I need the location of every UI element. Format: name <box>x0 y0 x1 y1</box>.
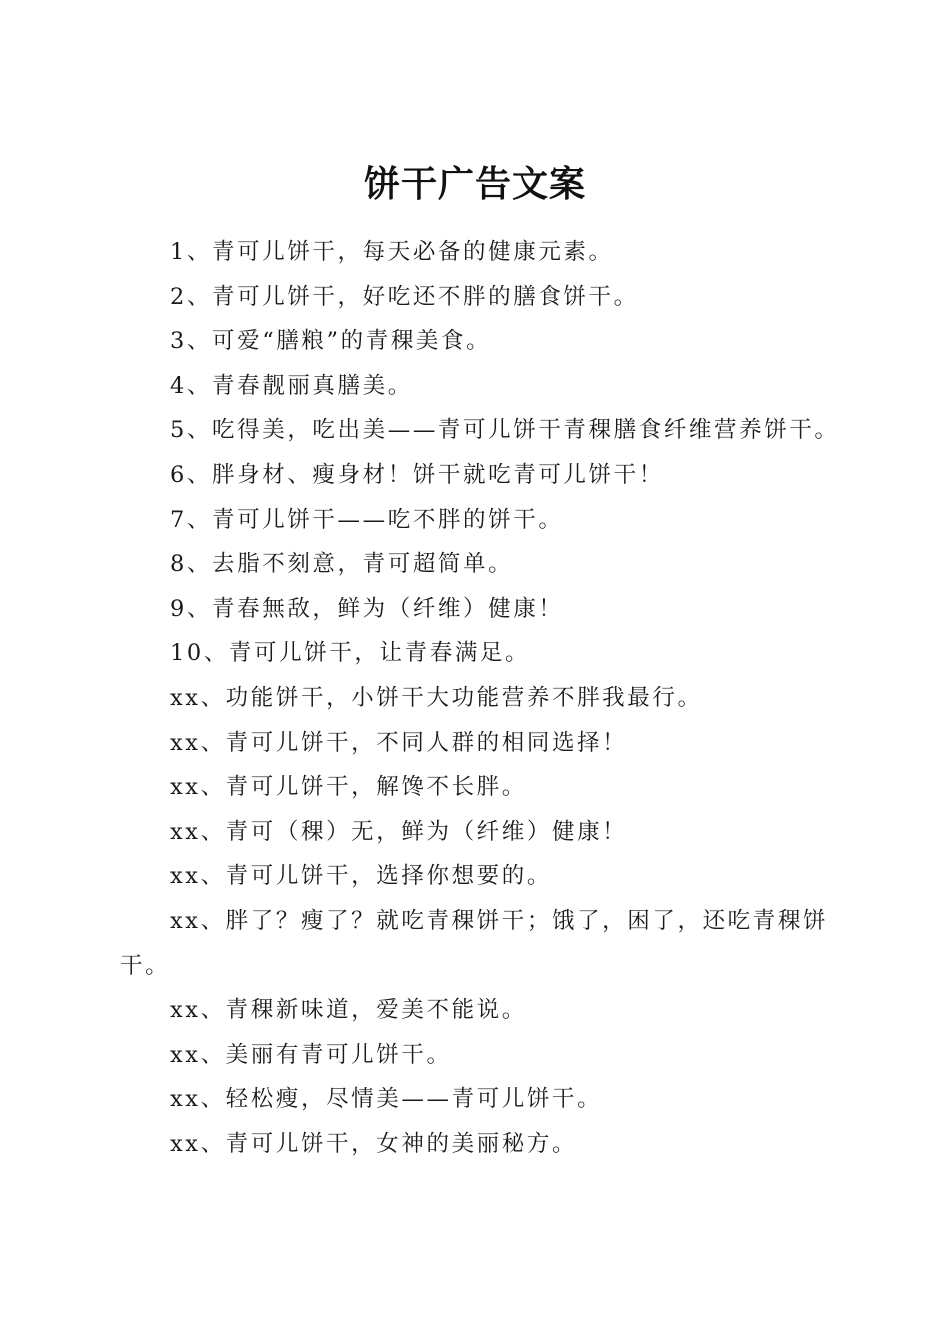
slogan-item: xx、功能饼干，小饼干大功能营养不胖我最行。 <box>170 684 703 711</box>
slogan-item: 1、青可儿饼干，每天必备的健康元素。 <box>170 239 614 265</box>
slogan-item: xx、胖了？瘦了？就吃青稞饼干；饿了，困了，还吃青稞饼干。 <box>120 907 829 979</box>
slogan-item: xx、青可儿饼干，解馋不长胖。 <box>170 774 527 801</box>
slogan-item: 4、青春靓丽真膳美。 <box>170 372 413 399</box>
document-title: 饼干广告文案 <box>363 163 586 206</box>
slogan-item: 8、去脂不刻意，青可超简单。 <box>170 551 514 578</box>
slogan-item: 2、青可儿饼干，好吃还不胖的膳食饼干。 <box>170 283 639 310</box>
slogan-item: 10、青可儿饼干，让青春满足。 <box>170 640 531 667</box>
slogan-item: xx、轻松瘦，尽情美——青可儿饼干。 <box>170 1086 603 1113</box>
slogan-item: 7、青可儿饼干——吃不胖的饼干。 <box>170 506 564 533</box>
slogan-item: xx、青稞新味道，爱美不能说。 <box>170 997 527 1024</box>
slogan-item: xx、青可（稞）无，鲜为（纤维）健康！ <box>170 818 628 845</box>
slogan-item: xx、青可儿饼干，选择你想要的。 <box>170 863 552 890</box>
slogan-item: xx、青可儿饼干，女神的美丽秘方。 <box>170 1130 578 1157</box>
slogan-item: xx、青可儿饼干，不同人群的相同选择！ <box>170 729 628 756</box>
slogan-item: 5、吃得美，吃出美——青可儿饼干青稞膳食纤维营养饼干。 <box>170 417 840 444</box>
slogan-list <box>120 230 840 1166</box>
slogan-item: 6、胖身材、瘦身材！饼干就吃青可儿饼干！ <box>170 461 664 488</box>
slogan-item: 9、青春無敌，鲜为（纤维）健康！ <box>170 595 564 622</box>
slogan-item: xx、美丽有青可儿饼干。 <box>170 1041 452 1068</box>
slogan-item: 3、可爱“膳粮”的青稞美食。 <box>170 328 492 355</box>
